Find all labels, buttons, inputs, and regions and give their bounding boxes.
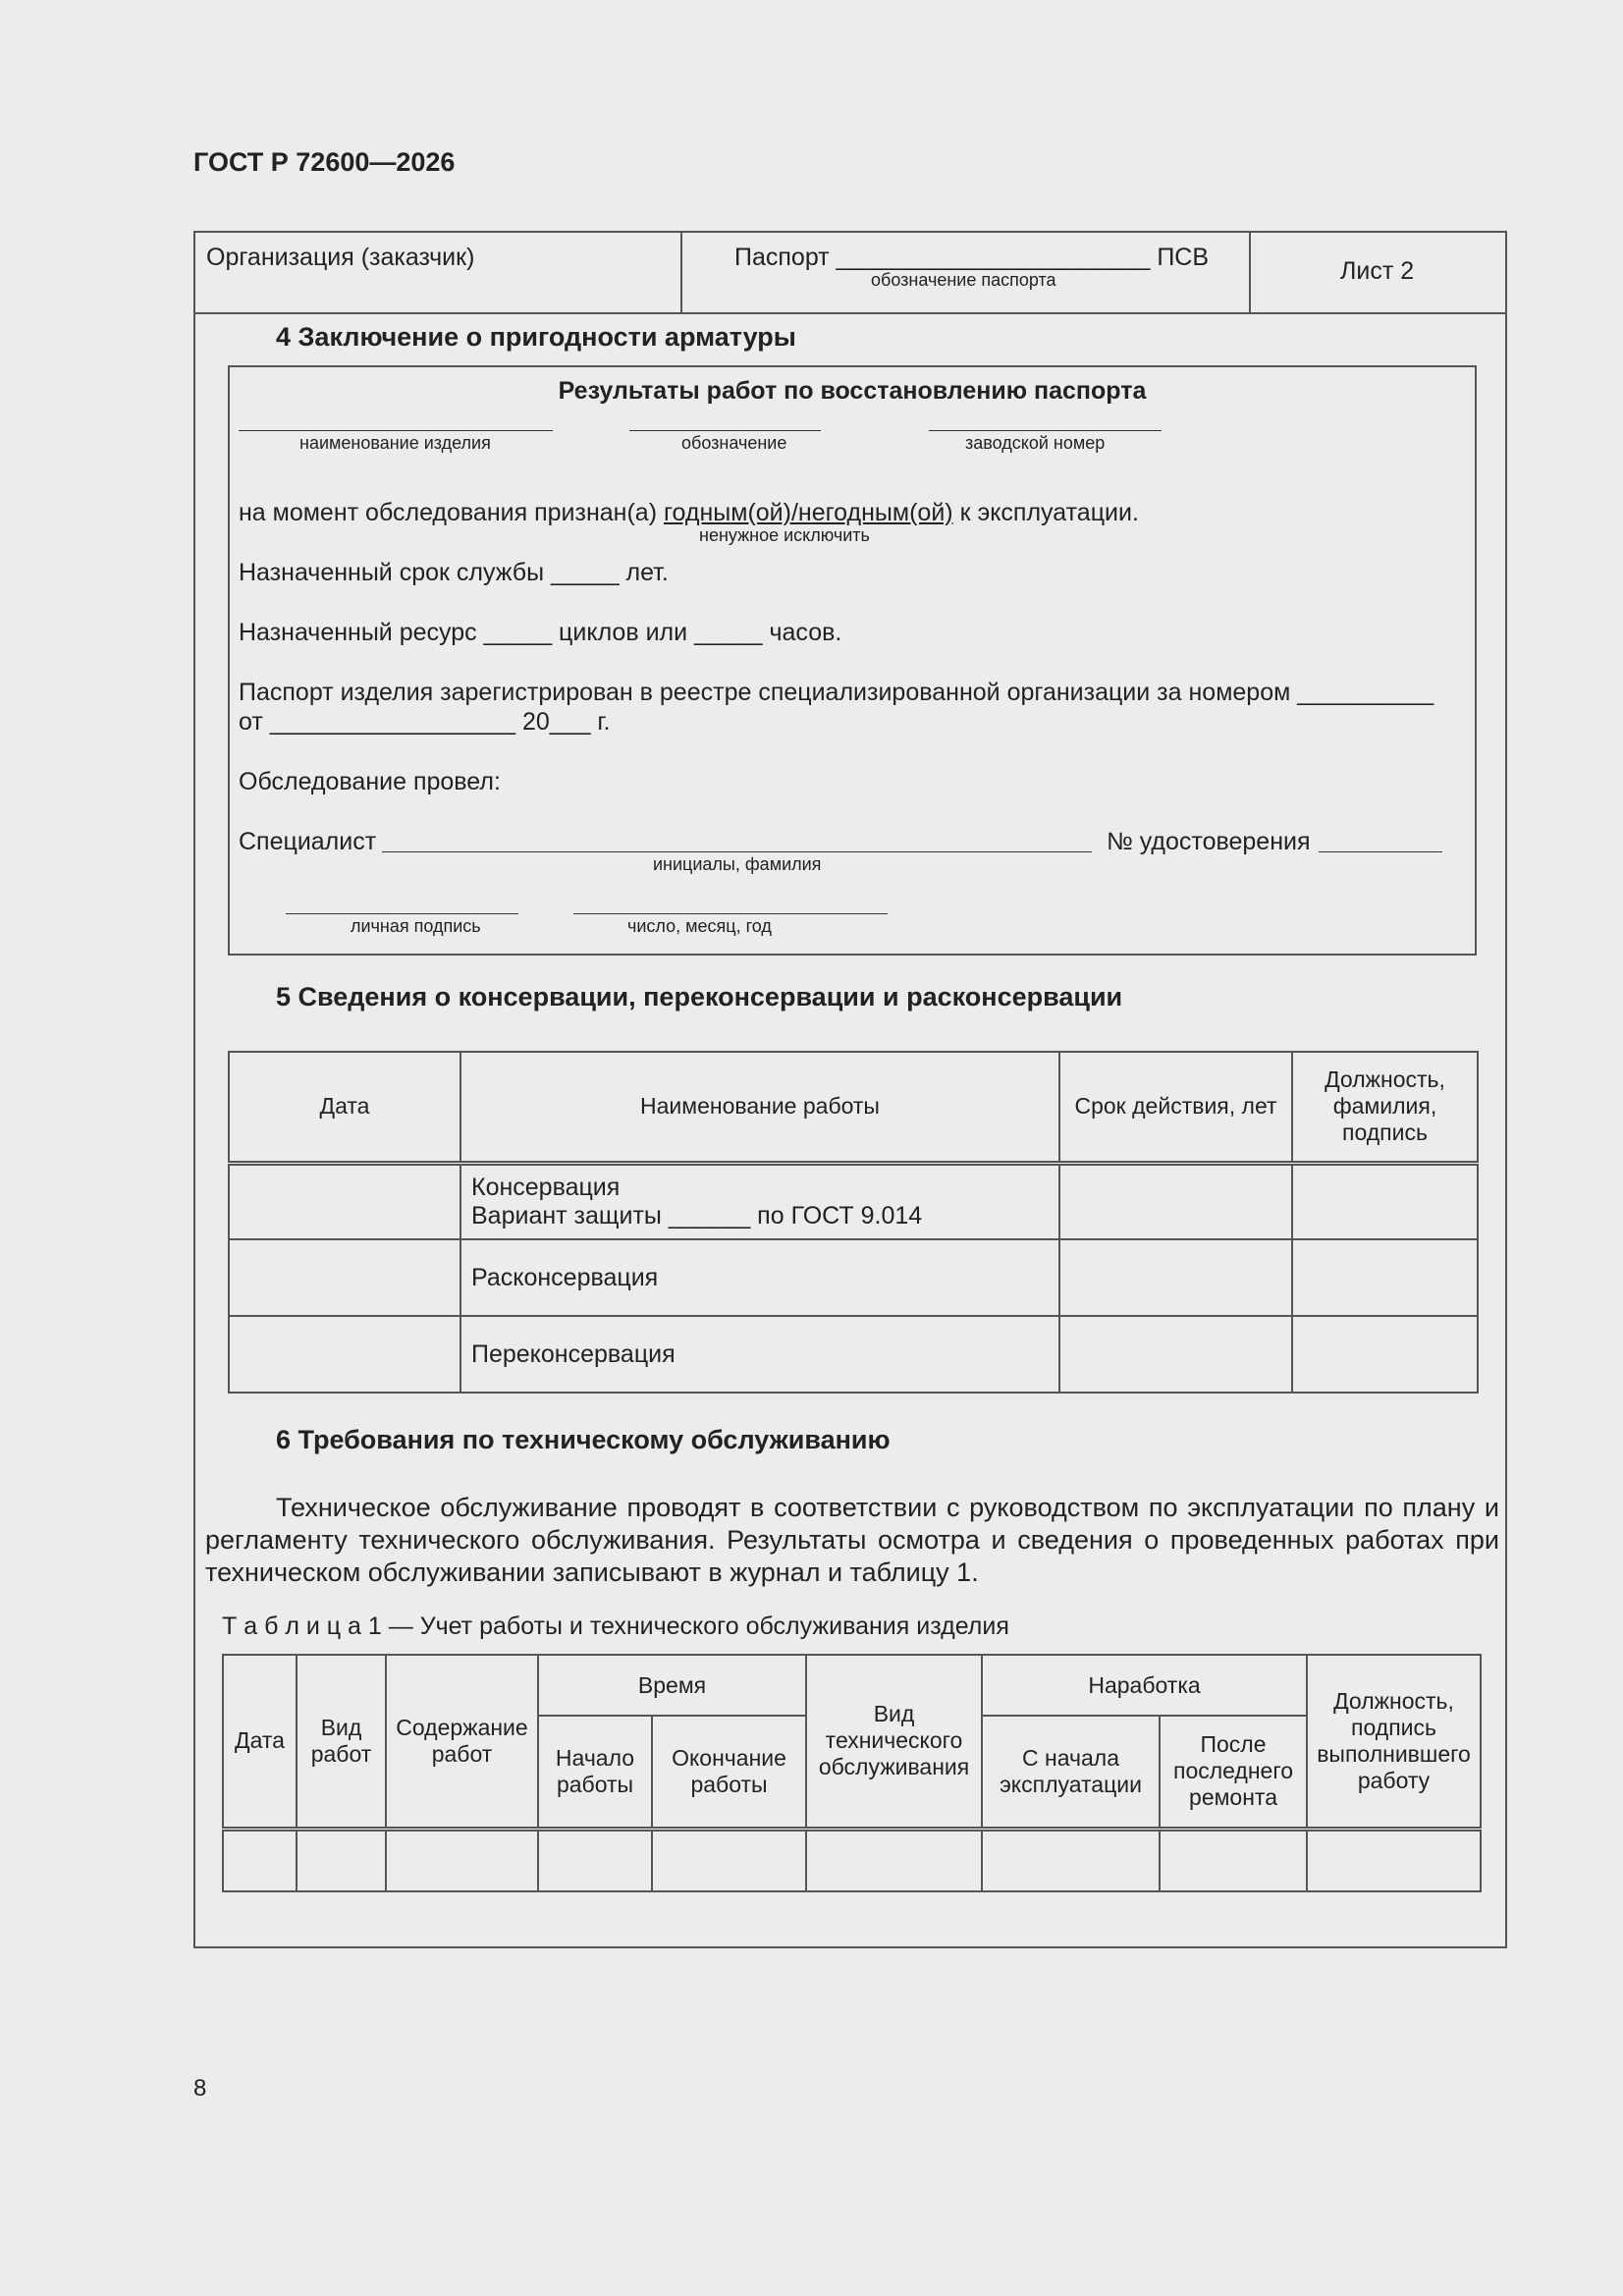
status-suffix: к эксплуатации. [959, 499, 1139, 526]
status-options: годным(ой)/негодным(ой) [663, 499, 953, 526]
paragraph-line-3: техническом обслуживании записывают в журнал и таблицу 1. [205, 1558, 979, 1587]
caption-designation: обозначение [681, 433, 787, 453]
sheet-label: Лист 2 [1340, 257, 1415, 285]
registry-line-2: от __________________ 20___ г. [239, 708, 611, 736]
signature-blank [286, 913, 518, 914]
organization-label: Организация (заказчик) [206, 244, 475, 271]
cell-work-type[interactable] [297, 1829, 386, 1891]
passport-label: Паспорт [734, 244, 830, 271]
table1-caption-text: — Учет работы и технического обслуживания изделия [388, 1613, 1009, 1640]
cell-end[interactable] [652, 1829, 806, 1891]
col-header-position: Должность, фамилия, подпись [1292, 1052, 1478, 1163]
page-number: 8 [193, 2075, 207, 2102]
form-frame [193, 231, 1507, 1948]
table-row [229, 1163, 1478, 1239]
col-header-work-type: Вид работ [297, 1655, 386, 1829]
passport-caption: обозначение паспорта [871, 270, 1056, 290]
caption-initials: инициалы, фамилия [653, 854, 822, 874]
maintenance-log-table [222, 1654, 1482, 1892]
cell-work-name [460, 1163, 1059, 1239]
cell-position[interactable] [1292, 1239, 1478, 1316]
preservation-table [228, 1051, 1479, 1394]
table1-caption [222, 1613, 1009, 1641]
cell-date[interactable] [229, 1239, 460, 1316]
col-group-runtime: Наработка [982, 1655, 1307, 1716]
maintenance-paragraph [205, 1492, 1499, 1524]
paragraph-line-1: Техническое обслуживание проводят в соответствии с руководством по эксплуатации по плану и [276, 1493, 1499, 1522]
date-blank [573, 913, 888, 914]
cell-position[interactable] [1292, 1163, 1478, 1239]
cell-date[interactable] [223, 1829, 297, 1891]
cell-performer[interactable] [1307, 1829, 1481, 1891]
preservation-header-row [229, 1052, 1478, 1163]
section4-title: 4 Заключение о пригодности арматуры [276, 322, 796, 352]
designation-blank [629, 430, 821, 431]
cell-validity[interactable] [1059, 1163, 1292, 1239]
certificate-label: № удостоверения [1107, 828, 1311, 855]
status-line [239, 499, 1139, 527]
inspected-by-label: Обследование провел: [239, 768, 501, 795]
cell-validity[interactable] [1059, 1316, 1292, 1393]
table1-caption-label: Т а б л и ц а 1 [222, 1613, 382, 1640]
col-header-start: Начало работы [538, 1716, 652, 1829]
specialist-blank [382, 851, 1092, 852]
table1-header-row-1 [223, 1655, 1481, 1716]
col-header-performer: Должность, подпись выполнившего работу [1307, 1655, 1481, 1829]
table-row [229, 1239, 1478, 1316]
cell-work-name: Переконсервация [460, 1316, 1059, 1393]
maintenance-paragraph-cont [205, 1524, 1499, 1589]
section6-title: 6 Требования по техническому обслуживанию [276, 1425, 891, 1454]
passport-restoration-box [228, 365, 1477, 956]
caption-signature: личная подпись [351, 916, 481, 936]
table-row [229, 1316, 1478, 1393]
col-header-work-name: Наименование работы [460, 1052, 1059, 1163]
cell-validity[interactable] [1059, 1239, 1292, 1316]
document-code: ГОСТ Р 72600—2026 [193, 147, 456, 177]
col-header-content: Содержание работ [386, 1655, 538, 1829]
cell-position[interactable] [1292, 1316, 1478, 1393]
cell-start[interactable] [538, 1829, 652, 1891]
resource-line: Назначенный ресурс _____ циклов или _____ часов. [239, 619, 842, 646]
cell-date[interactable] [229, 1316, 460, 1393]
col-header-since-repair: После последнего ремонта [1160, 1716, 1307, 1829]
col-header-validity: Срок действия, лет [1059, 1052, 1292, 1163]
work-name-line1: Консервация [471, 1173, 621, 1201]
passport-line [734, 244, 1209, 272]
col-header-end: Окончание работы [652, 1716, 806, 1829]
specialist-label: Специалист [239, 828, 377, 855]
table-row [223, 1829, 1481, 1891]
caption-date: число, месяц, год [627, 916, 772, 936]
cell-work-name: Расконсервация [460, 1239, 1059, 1316]
col-header-since-start: С начала эксплуатации [982, 1716, 1160, 1829]
form-header [195, 233, 1505, 314]
cell-since-start[interactable] [982, 1829, 1160, 1891]
caption-serial-number: заводской номер [965, 433, 1106, 453]
passport-suffix: ПСВ [1157, 244, 1210, 271]
col-header-date: Дата [229, 1052, 460, 1163]
service-life-line: Назначенный срок службы _____ лет. [239, 559, 669, 586]
serial-blank [929, 430, 1162, 431]
certificate-blank [1319, 851, 1442, 852]
work-name-line2: Вариант защиты ______ по ГОСТ 9.014 [471, 1201, 923, 1230]
cell-content[interactable] [386, 1829, 538, 1891]
caption-product-name: наименование изделия [299, 433, 491, 453]
cell-maintenance-type[interactable] [806, 1829, 982, 1891]
col-group-time: Время [538, 1655, 806, 1716]
section5-title: 5 Сведения о консервации, переконсервации и расконсервации [276, 982, 1123, 1011]
status-prefix: на момент обследования признан(а) [239, 499, 658, 526]
cell-since-repair[interactable] [1160, 1829, 1307, 1891]
name-blank [239, 430, 553, 431]
paragraph-line-2: регламенту технического обслуживания. Результаты осмотра и сведения о проведенных работах при [205, 1525, 1499, 1555]
cell-date[interactable] [229, 1163, 460, 1239]
col-header-date: Дата [223, 1655, 297, 1829]
status-caption: ненужное исключить [699, 525, 870, 545]
col-header-maintenance-type: Вид технического обслуживания [806, 1655, 982, 1829]
registry-line-1: Паспорт изделия зарегистрирован в реестре специализированной организации за номером __________ [239, 679, 1434, 706]
passport-blank: _______________________ [836, 244, 1151, 271]
restoration-box-title: Результаты работ по восстановлению паспорта [558, 377, 1147, 405]
